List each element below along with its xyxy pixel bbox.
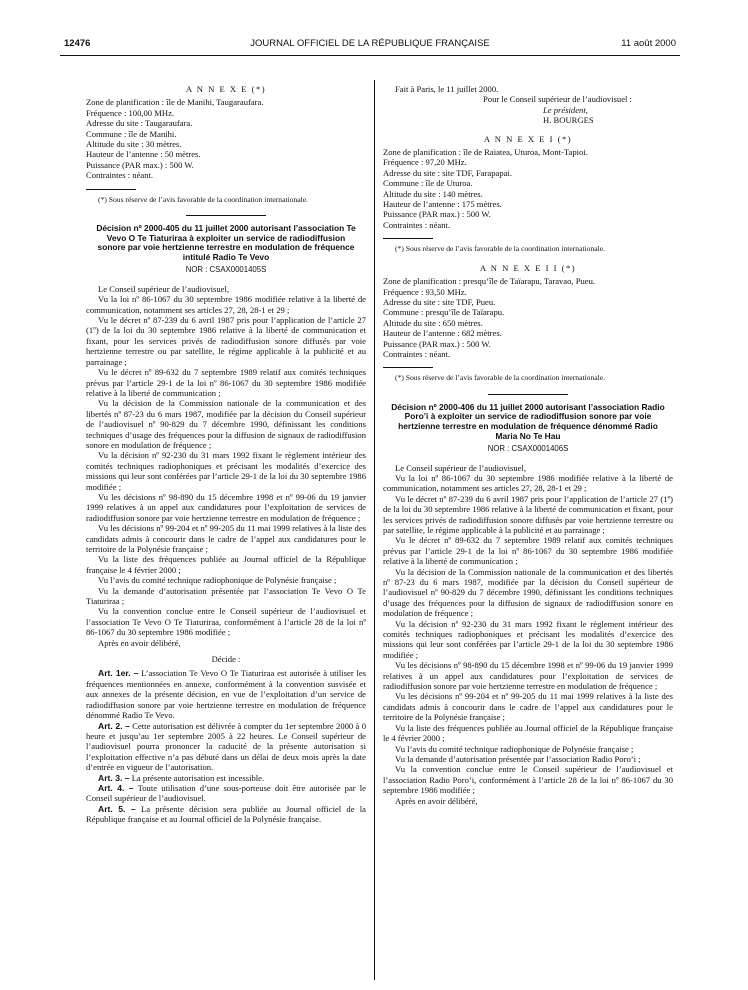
nor-reference: NOR : CSAX0001406S: [487, 444, 569, 454]
annex-line: Hauteur de l’antenne : 50 mètres.: [86, 149, 201, 160]
article-text: Toute utilisation d’une sous-porteuse doit être autorisée par le Conseil supérieur de l’audiovisuel.: [86, 782, 366, 804]
annex-line: Puissance (PAR max.) : 500 W.: [383, 338, 491, 349]
annex-line: Commune : île de Manihi.: [86, 128, 177, 139]
annex-line: Adresse du site : Taugaraufara.: [86, 118, 193, 129]
annex-line: Zone de planification : presqu’île de Taïarapu, Taravao, Pueu.: [383, 276, 596, 287]
considerant: Vu les décisions nº 98-890 du 15 décembre 1998 et nº 99-06 du 19 janvier 1999 relatives à un appel aux candidatures pour l’exploitation de services de radiodiffusion sonore par voie hertzienne terrestre en modulation de fréquence ;: [86, 491, 366, 523]
section-separator: [488, 394, 568, 395]
annex-line: Commune : presqu’île de Taïarapu.: [383, 307, 505, 318]
considerant: Vu l’avis du comité technique radiophonique de Polynésie française ;: [98, 575, 337, 586]
considerant: Vu la demande d’autorisation présentée par l’association Radio Poro’i ;: [395, 753, 641, 764]
considerant: Vu les décisions nº 98-890 du 15 décembre 1998 et nº 99-06 du 19 janvier 1999 relatives à un appel aux candidatures pour l’exploitation de services de radiodiffusion sonore par voie hertzienne terrestre en modulation de fréquence ;: [383, 660, 673, 692]
column-divider: [374, 80, 375, 980]
article: [86, 783, 366, 804]
decide-heading: Décide :: [211, 654, 241, 665]
decision-title: Décision nº 2000-405 du 11 juillet 2000 autorisant l’association Te Vevo O Te Tiaturiraa à exploiter un service de radiodiffusion sonore par voie hertzienne terrestre en modulation de fréquence intitulé Radio Te Vevo: [96, 223, 356, 262]
article-label: Art. 2. –: [98, 720, 130, 731]
page-number: 12476: [64, 38, 91, 49]
signature-for: Pour le Conseil supérieur de l’audiovisuel :: [483, 94, 632, 105]
signature-name: H. BOURGES: [543, 115, 594, 126]
article-text: L’association Te Vevo O Te Tiaturiraa est autorisée à utiliser les fréquences mentionnées en annexe, conformément à la convention susvisée et aux annexes de la présente décision, en vue de l’exploitation d’un service de radiodiffusion sonore par voie hertzienne terrestre en modulation de fréquence dénommé Radio Te Vevo.: [86, 668, 367, 721]
considerant: Vu la liste des fréquences publiée au Journal officiel de la République française le 4 février 2000 ;: [383, 722, 673, 744]
annex-line: Zone de planification : île de Manihi, Taugaraufara.: [86, 97, 264, 108]
section-separator: [186, 215, 266, 216]
article-text: La présente décision sera publiée au Journal officiel de la République française et au Journal officiel de la Polynésie française.: [86, 803, 366, 825]
annex-line: Zone de planification : île de Raiatea, Uturoa, Mont-Tapioi.: [383, 147, 588, 158]
considerant: Vu la décision nº 92-230 du 31 mars 1992 fixant le règlement intérieur des comités techniques radiophoniques et précisant les modalités d’exercice des missions qui leur sont conférées par l’article 29-1 de la loi du 30 septembre 1986 modifiée ;: [86, 450, 366, 492]
considerant: Vu les décisions nº 99-204 et nº 99-205 du 11 mai 1999 relatives à la liste des candidats admis à concourir dans le cadre de l’appel aux candidatures pour le territoire de la Polynésie française ;: [86, 523, 366, 554]
considerant: Vu la loi nº 86-1067 du 30 septembre 1986 modifiée relative à la liberté de communication, notamment ses articles 27, 28, 28-1 et 29 ;: [383, 472, 673, 494]
considerant: Vu la décision nº 92-230 du 31 mars 1992 fixant le règlement intérieur des comités techniques radiophoniques et précisant les modalités d’exercice des missions qui leur sont conférées par l’article 29-1 de la loi du 30 septembre 1986 modifiée ;: [383, 618, 673, 660]
signature-block: [383, 94, 673, 125]
annex-line: Hauteur de l’antenne : 175 mètres.: [383, 199, 502, 210]
considerant: Vu le décret nº 89-632 du 7 septembre 1989 relatif aux comités techniques prévus par l’article 29-1 de la loi nº 86-1067 du 30 septembre 1986 modifiée relative à la liberté de communication ;: [86, 367, 366, 398]
nor-reference: NOR : CSAX0001405S: [185, 265, 267, 275]
annex-line: Hauteur de l’antenne : 682 mètres.: [383, 328, 502, 339]
considerant: Après en avoir délibéré,: [98, 637, 181, 648]
article-label: Art. 5. –: [98, 803, 136, 814]
article: [86, 721, 366, 773]
journal-title: JOURNAL OFFICIEL DE LA RÉPUBLIQUE FRANÇAISE: [250, 38, 490, 49]
considerant: Vu la décision de la Commission nationale de la communication et des libertés nº 87-23 du 6 mars 1987, modifiée par la décision du Conseil supérieur de l’audiovisuel nº 90-829 du 7 décembre 1990, définissant les conditions techniques d’usage des fréquences pour la diffusion de signaux de radiodiffusion sonore en modulation de fréquence ;: [86, 398, 366, 450]
decision-title: Décision nº 2000-406 du 11 juillet 2000 autorisant l’association Radio Poro’i à exploiter un service de radiodiffusion sonore par voie hertzienne terrestre en modulation de fréquence dénommé Radio Maria No Te Hau: [391, 401, 665, 441]
footnote-rule: [383, 367, 433, 368]
annex-line: Puissance (PAR max.) : 500 W.: [86, 159, 194, 170]
right-column: [383, 84, 673, 806]
annex-line: Fréquence : 100,00 MHz.: [86, 107, 175, 118]
considerant: Vu la décision de la Commission nationale de la communication et des libertés nº 87-23 du 6 mars 1987, modifiée par la décision du Conseil supérieur de l’audiovisuel nº 90-829 du 7 décembre 1990, définissant les conditions techniques d’usage des fréquences pour la diffusion de signaux de radiodiffusion sonore en modulation de fréquence ;: [383, 566, 673, 619]
considerant: Le Conseil supérieur de l’audiovisuel,: [98, 283, 230, 294]
article-label: Art. 4. –: [98, 782, 134, 793]
annex-2-details: [383, 276, 673, 359]
annex-line: Contraintes : néant.: [383, 348, 451, 359]
annex-line: Altitude du site : 30 mètres.: [86, 139, 182, 150]
annex-2-title: A N N E X E I I (*): [479, 262, 577, 273]
annex-2-footnote: (*) Sous réserve de l’avis favorable de la coordination internationale.: [395, 373, 606, 383]
annex-line: Adresse du site : site TDF, Pueu.: [383, 296, 496, 307]
considerant: Après en avoir délibéré,: [395, 795, 478, 806]
considerant: Vu la demande d’autorisation présentée par l’association Te Vevo O Te Tiaturiraa ;: [86, 585, 366, 607]
article: [86, 668, 366, 720]
article-text: La présente autorisation est incessible.: [131, 772, 265, 783]
footnote-rule: [86, 189, 136, 190]
considerant: Vu le décret nº 89-632 du 7 septembre 1989 relatif aux comités techniques prévus par l’article 29-1 de la loi nº 86-1067 du 30 septembre 1986 modifiée relative à la liberté de communication ;: [383, 535, 673, 567]
annex-line: Adresse du site : site TDF, Farapapai.: [383, 167, 512, 178]
annex-line: Altitude du site : 650 mètres.: [383, 317, 483, 328]
annex-line: Puissance (PAR max.) : 500 W.: [383, 209, 491, 220]
article: [86, 773, 366, 783]
annex-line: Fréquence : 97,20 MHz.: [383, 157, 467, 168]
article: [86, 804, 366, 825]
considerant: Vu l’avis du comité technique radiophonique de Polynésie française ;: [395, 743, 634, 754]
annex-line: Contraintes : néant.: [86, 170, 154, 181]
annex-footnote: (*) Sous réserve de l’avis favorable de la coordination internationale.: [98, 194, 309, 204]
annex-line: Altitude du site : 140 mètres.: [383, 188, 483, 199]
annex-line: Contraintes : néant.: [383, 219, 451, 230]
considerant: Vu la loi nº 86-1067 du 30 septembre 1986 modifiée relative à la liberté de communication, notamment ses articles 27, 28, 28-1 et 29 ;: [86, 294, 366, 315]
annex-details: [86, 97, 366, 180]
considerant: Vu le décret nº 87-239 du 6 avril 1987 pris pour l’application de l’article 27 (1º) de la loi du 30 septembre 1986 relative à la liberté de communication et fixant, pour les services privés de radiodiffusion sonore diffusés par voie hertzienne terrestre ou par satellite, le régime applicable à la publicité et au parrainage ;: [86, 315, 366, 367]
left-column: [86, 84, 366, 825]
article-text: Cette autorisation est délivrée à compter du 1er septembre 2000 à 0 heure et jusqu’au 1er septembre 2005 à 22 heures. Le Conseil supérieur de l’audiovisuel pourra prononcer la caducité de la présente autorisation si l’exploitation effective n’a pas débuté dans un délai de deux mois après la date d’entrée en vigueur de l’autorisation.: [86, 720, 367, 773]
annex-1-details: [383, 147, 673, 230]
page-header: [64, 38, 676, 52]
signature-role: Le président,: [543, 104, 588, 115]
header-rule: [60, 55, 680, 56]
place-date: Fait à Paris, le 11 juillet 2000.: [395, 84, 499, 94]
footnote-rule: [383, 238, 433, 239]
annex-title: A N N E X E (*): [185, 84, 267, 94]
considerant: Vu la liste des fréquences publiée au Journal officiel de la République française le 4 février 2000 ;: [86, 554, 366, 575]
considerant: Vu la convention conclue entre le Conseil supérieur de l’audiovisuel et l’association Radio Poro’i, conformément à l’article 28 de la loi nº 86-1067 du 30 septembre 1986 modifiée ;: [383, 764, 673, 796]
considerant: Vu le décret nº 87-239 du 6 avril 1987 pris pour l’application de l’article 27 (1º) de la loi du 30 septembre 1986 relative à la liberté de communication et fixant, pour les services privés de radiodiffusion sonore diffusés par voie hertzienne terrestre ou par satellite, le régime applicable à la publicité et au parrainage ;: [383, 493, 673, 535]
considerant: Le Conseil supérieur de l’audiovisuel,: [395, 462, 527, 473]
annex-1-title: A N N E X E I (*): [483, 133, 573, 144]
annex-line: Commune : île de Uturoa.: [383, 178, 473, 189]
issue-date: 11 août 2000: [621, 38, 676, 49]
considerant: Vu les décisions nº 99-204 et nº 99-205 du 11 mai 1999 relatives à la liste des candidats admis à concourir dans le cadre de l’appel aux candidatures pour le territoire de la Polynésie française ;: [383, 691, 673, 723]
article-label: Art. 1er. –: [98, 668, 139, 679]
article-label: Art. 3. –: [98, 772, 130, 783]
annex-line: Fréquence : 93,50 MHz.: [383, 286, 467, 297]
annex-1-footnote: (*) Sous réserve de l’avis favorable de la coordination internationale.: [395, 244, 606, 254]
considerant: Vu la convention conclue entre le Conseil supérieur de l’audiovisuel et l’association Te Vevo O Te Tiaturiraa, conformément à l’article 28 de la loi nº 86-1067 du 30 septembre 1986 modifiée ;: [86, 606, 366, 638]
